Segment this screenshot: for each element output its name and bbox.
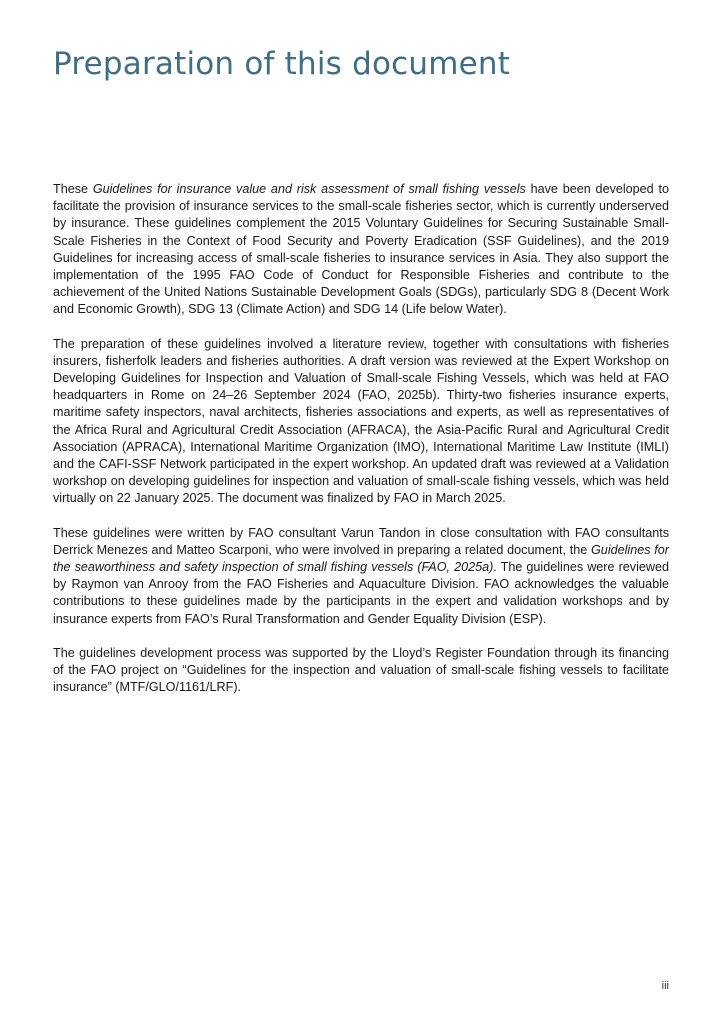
document-title-reference: Guidelines for insurance value and risk assessment of small fishing vessels (92, 182, 526, 196)
paragraph-preparation: The preparation of these guidelines involved a literature review, together with consultations with fisheries insurers, fisherfolk leaders and fisheries authorities. A draft version was reviewed at the Expert Workshop on Developing Guidelines for Inspection and Valuation of Small-scale Fishing Vessels, which was held at FAO headquarters in Rome on 24–26 September 2024 (FAO, 2025b). Thirty-two fisheries insurance experts, maritime safety inspectors, naval architects, fisheries associations and experts, as well as representatives of the Africa Rural and Agricultural Credit Association (AFRACA), the Asia-Pacific Rural and Agricultural Credit Association (APRACA), International Maritime Organization (IMO), International Maritime Law Institute (IMLI) and the CAFI-SSF Network participated in the expert workshop. An updated draft was reviewed at a Validation workshop on developing guidelines for inspection and valuation of small-scale fishing vessels, which was held virtually on 22 January 2025. The document was finalized by FAO in March 2025. (53, 336, 669, 506)
paragraph-purpose (53, 181, 669, 319)
paragraph-funding: The guidelines development process was supported by the Lloyd’s Register Foundation through its financing of the FAO project on “Guidelines for the inspection and valuation of small-scale fishing vessels to facilitate insurance” (MTF/GLO/1161/LRF). (53, 645, 669, 695)
body-text (53, 181, 669, 713)
page-number: iii (661, 980, 669, 992)
paragraph-purpose-body: have been developed to facilitate the provision of insurance services to the small-scale fisheries sector, which is currently underserved by insurance. These guidelines complement the 2015 Voluntary Guidelines for Securing Sustainable Small-Scale Fisheries in the Context of Food Security and Poverty Eradication (SSF Guidelines), and the 2019 Guidelines for increasing access of small-scale fisheries to insurance services in Asia. They also support the implementation of the 1995 FAO Code of Conduct for Responsible Fisheries and contribute to the achievement of the United Nations Sustainable Development Goals (SDGs), particularly SDG 8 (Decent Work and Economic Growth), SDG 13 (Climate Action) and SDG 14 (Life below Water). (53, 182, 669, 317)
paragraph-authors (53, 525, 669, 628)
page-title: Preparation of this document (53, 46, 511, 82)
related-document-reference: Guidelines for the seaworthiness and safety inspection of small fishing vessels (FAO, 2025a) (53, 542, 669, 575)
paragraph-authors-body: . The guidelines were reviewed by Raymon van Anrooy from the FAO Fisheries and Aquaculture Division. FAO acknowledges the valuable contributions to these guidelines made by the participants in the expert and validation workshops and by insurance experts from FAO’s Rural Transformation and Gender Equality Division (ESP). (53, 560, 669, 626)
paragraph-purpose-intro: These (53, 182, 93, 196)
paragraph-authors-intro: These guidelines were written by FAO consultant Varun Tandon in close consultation with FAO consultants Derrick Menezes and Matteo Scarponi, who were involved in preparing a related document, the (53, 525, 669, 557)
